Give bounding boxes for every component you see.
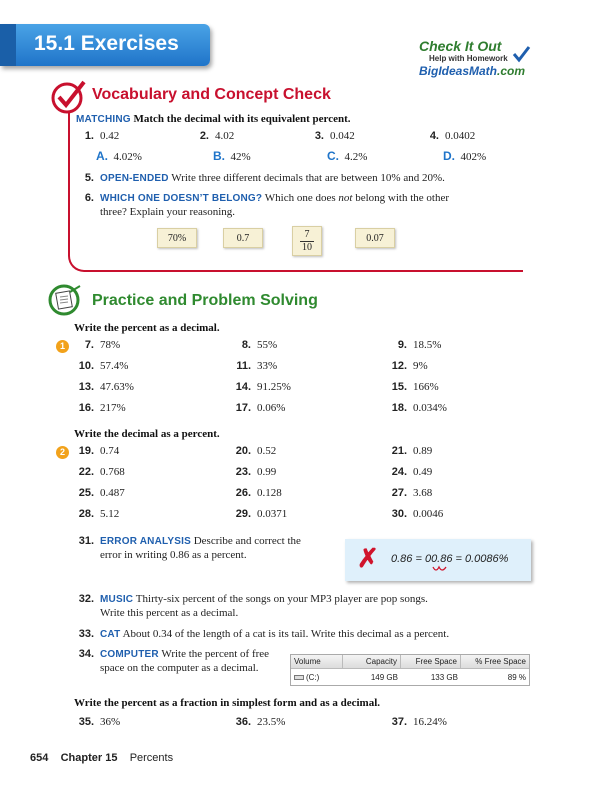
item-value: 166% — [413, 381, 439, 393]
vocab-item-4 — [417, 130, 475, 142]
exercise-item — [72, 360, 128, 372]
badge-site: BigIdeasMath — [419, 64, 498, 78]
item-value: 0.42 — [100, 130, 120, 142]
item-value: 16.24% — [413, 716, 447, 728]
q6-text-b: belong with the other — [352, 192, 450, 204]
item-value: 0.99 — [257, 466, 277, 478]
drive-icon — [294, 675, 304, 680]
disk-cell-volume — [291, 673, 343, 682]
disk-col-capacity: Capacity — [343, 655, 401, 668]
item-value: 0.487 — [100, 487, 125, 499]
item-value: 0.768 — [100, 466, 125, 478]
exercise-item — [229, 445, 276, 457]
exercise-item — [72, 381, 134, 393]
q5-text: Write three different decimals that are between 10% and 20%. — [171, 172, 445, 184]
item-value: 217% — [100, 402, 126, 414]
q36 — [229, 716, 285, 728]
exercise-item — [229, 466, 276, 478]
item-number: 3. — [314, 130, 324, 142]
item-number: 17. — [235, 402, 251, 414]
option-value: 42% — [230, 151, 251, 163]
item-number: 19. — [78, 445, 94, 457]
error-mark-icon — [432, 565, 448, 573]
matching-label: MATCHING — [76, 114, 131, 125]
question-6 — [72, 192, 449, 204]
exercise-item — [229, 381, 291, 393]
item-number: 9. — [397, 339, 407, 351]
section-header — [0, 24, 210, 66]
item-number: 22. — [78, 466, 94, 478]
item-number: 36. — [235, 716, 251, 728]
option-value: 4.2% — [344, 151, 368, 163]
item-value: 9% — [413, 360, 428, 372]
q31-label: ERROR ANALYSIS — [100, 536, 191, 547]
item-value: 0.0371 — [257, 508, 288, 520]
q34-number: 34. — [78, 648, 94, 660]
disk-space-table — [290, 654, 530, 686]
exercise-item — [72, 487, 125, 499]
disk-col-pct: % Free Space — [475, 657, 526, 666]
item-value: 33% — [257, 360, 278, 372]
item-value: 47.63% — [100, 381, 134, 393]
item-number: 23. — [235, 466, 251, 478]
checkmark-icon — [511, 44, 531, 64]
item-value: 0.52 — [257, 445, 277, 457]
item-number: 29. — [235, 508, 251, 520]
option-a — [96, 149, 142, 163]
vocab-item-3 — [302, 130, 355, 142]
item-value: 0.042 — [330, 130, 355, 142]
q5-number: 5. — [84, 172, 94, 184]
page-footer — [30, 752, 173, 764]
item-number: 14. — [235, 381, 251, 393]
item-value: 3.68 — [413, 487, 433, 499]
item-value: 5.12 — [100, 508, 120, 520]
item-number: 26. — [235, 487, 251, 499]
exercise-item — [72, 508, 119, 520]
page-number: 654 — [30, 752, 49, 764]
section-title: 15.1 Exercises — [34, 32, 179, 55]
item-number: 2. — [199, 130, 209, 142]
question-32 — [72, 593, 428, 605]
item-value: 0.89 — [413, 445, 433, 457]
item-number: 11. — [236, 360, 251, 372]
card-0-7: 0.7 — [223, 228, 263, 248]
q31-number: 31. — [78, 535, 94, 547]
matching-text: Match the decimal with its equivalent percent. — [133, 113, 351, 125]
item-number: 12. — [391, 360, 407, 372]
badge-line2: Help with Homework — [429, 54, 508, 63]
q33-number: 33. — [78, 628, 94, 640]
exercise-item — [385, 466, 432, 478]
q33-text: About 0.34 of the length of a cat is its tail. Write this decimal as a percent. — [122, 628, 450, 640]
badge-line1: Check It Out — [419, 38, 502, 54]
q32-text-b: Write this percent as a decimal. — [100, 607, 239, 619]
exercise-item — [385, 508, 443, 520]
q34-text-a: Write the percent of free — [161, 648, 270, 660]
item-number: 10. — [78, 360, 94, 372]
item-number: 1. — [84, 130, 94, 142]
q34-text-b: space on the computer as a decimal. — [100, 662, 259, 674]
disk-row-c — [291, 669, 529, 685]
item-value: 0.74 — [100, 445, 120, 457]
practice-head-2: Write the decimal as a percent. — [74, 428, 220, 440]
item-value: 0.128 — [257, 487, 282, 499]
exercise-item — [72, 339, 120, 351]
item-value: 0.06% — [257, 402, 286, 414]
vocab-item-2 — [187, 130, 234, 142]
q31-text-a: Describe and correct the — [193, 535, 301, 547]
card-fraction — [292, 226, 322, 256]
option-d — [443, 149, 486, 163]
error-x-icon: ✗ — [357, 543, 379, 573]
q32-text-a: Thirty-six percent of the songs on your MP3 player are pop songs. — [135, 593, 428, 605]
q32-label: MUSIC — [100, 594, 134, 605]
exercise-item — [72, 445, 119, 457]
badge-suffix: .com — [497, 64, 526, 78]
option-letter: D. — [443, 149, 455, 163]
exercise-item — [229, 402, 285, 414]
item-number: 13. — [78, 381, 94, 393]
notepad-icon — [48, 284, 84, 316]
disk-volume-value: (C:) — [306, 672, 320, 682]
item-value: 4.02 — [215, 130, 235, 142]
option-letter: C. — [327, 149, 339, 163]
exercise-item — [229, 360, 277, 372]
item-number: 8. — [241, 339, 251, 351]
item-number: 35. — [78, 716, 94, 728]
option-letter: B. — [213, 149, 225, 163]
item-value: 57.4% — [100, 360, 129, 372]
option-value: 402% — [460, 151, 487, 163]
item-number: 37. — [391, 716, 407, 728]
option-value: 4.02% — [113, 151, 142, 163]
item-value: 0.0046 — [413, 508, 444, 520]
example-bubble-1: 1 — [56, 340, 69, 353]
q35 — [72, 716, 120, 728]
q5-label: OPEN-ENDED — [100, 173, 169, 184]
item-value: 0.034% — [413, 402, 447, 414]
error-equation: 0.86 = 00.86 = 0.0086% — [391, 553, 509, 565]
item-value: 23.5% — [257, 716, 286, 728]
exercise-item — [229, 339, 277, 351]
q32-number: 32. — [78, 593, 94, 605]
question-31 — [72, 535, 301, 547]
card-0-07: 0.07 — [355, 228, 395, 248]
item-number: 15. — [391, 381, 407, 393]
q31-text-b: error in writing 0.86 as a percent. — [100, 549, 247, 561]
disk-header-row — [291, 655, 529, 669]
item-number: 27. — [391, 487, 407, 499]
q33-label: CAT — [100, 629, 121, 640]
disk-cell-pct: 89 % — [507, 672, 526, 682]
item-value: 0.49 — [413, 466, 433, 478]
exercise-item — [229, 487, 282, 499]
example-bubble-2: 2 — [56, 446, 69, 459]
disk-col-free: Free Space — [401, 655, 461, 668]
exercise-item — [385, 402, 447, 414]
item-value: 78% — [100, 339, 121, 351]
question-33 — [72, 628, 449, 640]
item-number: 21. — [391, 445, 407, 457]
footer-topic: Percents — [129, 752, 174, 764]
disk-col-volume: Volume — [291, 655, 343, 668]
option-letter: A. — [96, 149, 108, 163]
item-number: 25. — [78, 487, 94, 499]
item-number: 4. — [429, 130, 439, 142]
q6-text-c: three? Explain your reasoning. — [100, 206, 236, 218]
card-denominator: 10 — [302, 242, 312, 253]
exercise-item — [72, 402, 126, 414]
badge-line3 — [419, 64, 525, 78]
question-5 — [72, 172, 445, 184]
exercise-item — [385, 360, 428, 372]
practice-head-1: Write the percent as a decimal. — [74, 322, 220, 334]
footer-chapter: Chapter 15 — [60, 752, 118, 764]
item-value: 91.25% — [257, 381, 291, 393]
item-value: 18.5% — [413, 339, 442, 351]
q6-text-a: Which one does — [264, 192, 339, 204]
vocab-item-1 — [72, 130, 119, 142]
practice-head-3: Write the percent as a fraction in simplest form and as a decimal. — [74, 697, 381, 709]
item-value: 55% — [257, 339, 278, 351]
option-c — [327, 149, 367, 163]
item-number: 7. — [84, 339, 94, 351]
header-strip — [0, 24, 16, 66]
q6-number: 6. — [84, 192, 94, 204]
question-34 — [72, 648, 269, 660]
item-value: 36% — [100, 716, 121, 728]
check-circle-icon — [50, 78, 88, 116]
disk-cell-free: 133 GB — [430, 672, 458, 682]
item-number: 20. — [235, 445, 251, 457]
error-analysis-box — [345, 539, 531, 581]
exercise-item — [385, 445, 432, 457]
item-number: 16. — [78, 402, 94, 414]
item-number: 18. — [391, 402, 407, 414]
q34-label: COMPUTER — [100, 649, 159, 660]
vocab-title: Vocabulary and Concept Check — [92, 86, 331, 103]
exercise-item — [385, 487, 432, 499]
q37 — [385, 716, 447, 728]
check-it-out-badge[interactable] — [413, 38, 533, 82]
item-number: 30. — [391, 508, 407, 520]
exercise-item — [385, 339, 441, 351]
card-70-percent: 70% — [157, 228, 197, 248]
disk-cell-capacity: 149 GB — [370, 672, 398, 682]
exercise-item — [385, 381, 439, 393]
q6-label: WHICH ONE DOESN’T BELONG? — [100, 193, 263, 204]
matching-line — [76, 113, 351, 125]
option-b — [213, 149, 251, 163]
item-number: 28. — [78, 508, 94, 520]
exercise-item — [229, 508, 287, 520]
exercise-item — [72, 466, 125, 478]
q6-text-not: not — [338, 192, 353, 204]
item-number: 24. — [391, 466, 407, 478]
card-numerator: 7 — [300, 229, 314, 242]
item-value: 0.0402 — [445, 130, 476, 142]
practice-title: Practice and Problem Solving — [92, 292, 318, 309]
